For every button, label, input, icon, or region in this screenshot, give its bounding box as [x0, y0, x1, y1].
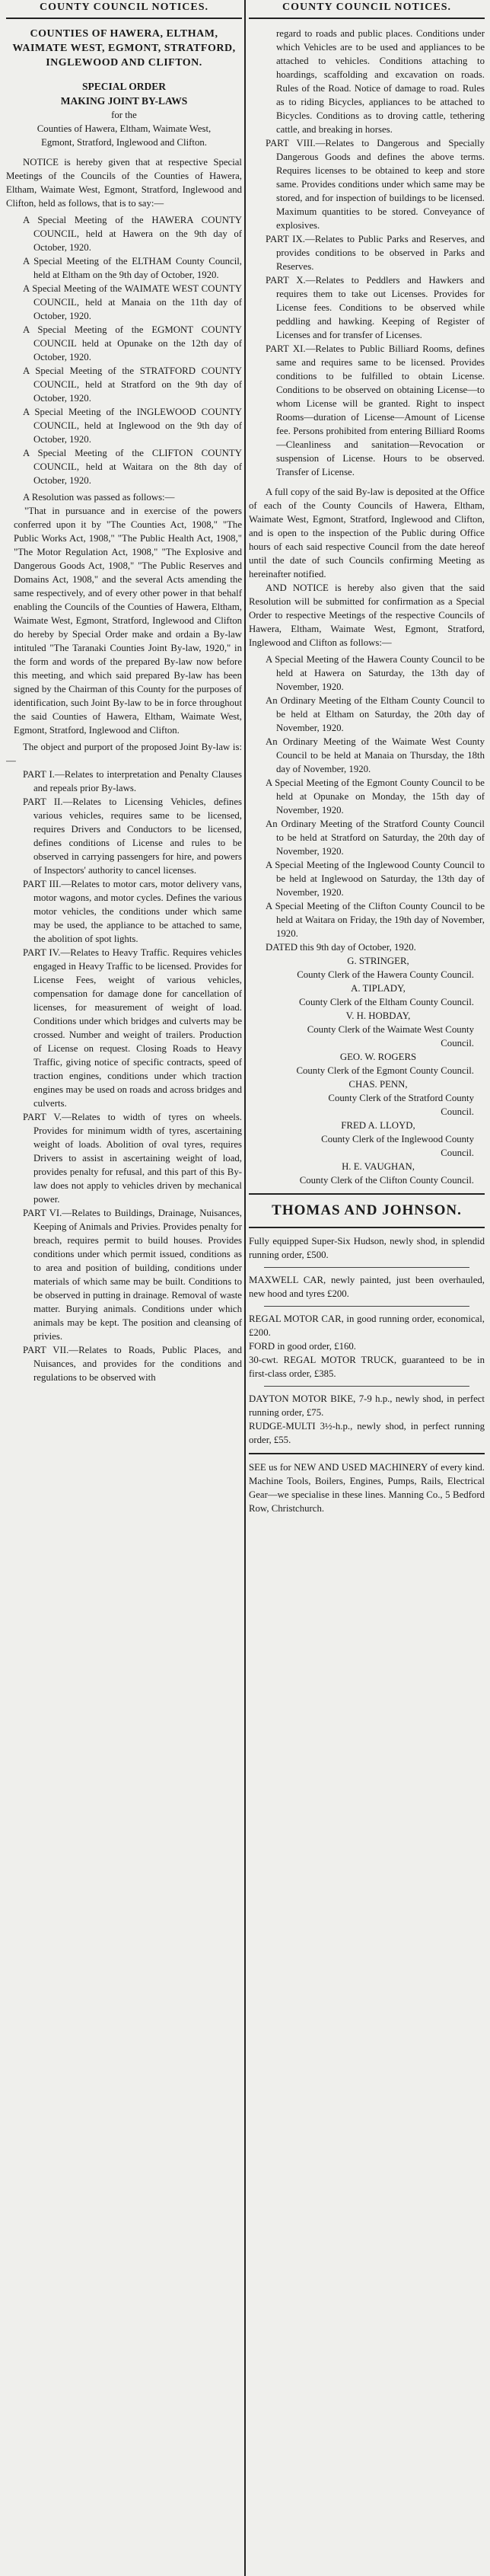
bylaw-part: PART VI.—Relates to Buildings, Drainage, Nuisances, Keeping of Animals and Privies. Provides penalty for breach, requires permit to build houses. Provides conditions under which permit issued, conditions as to area and position of building, conditions under materials of which same may be built. Conditions to be observed in putting in drainage. Removal of waste matter. Burying animals. Conditions under which animals may be kept. The position and cleansing of privies.	[23, 1208, 242, 1342]
signature-title: County Clerk of the Inglewood County Council.	[321, 1134, 474, 1158]
bylaw-part-continued: regard to roads and public places. Conditions under which Vehicles are to be used and appliances to be attached to vehicles. Conditions attaching to hoardings, scaffolding and excavation on roads. Rules of the Road. Notice of damage to road. Rules as to riding Bicycles, appliances to be attached to Bicycles. Conditions as to droving cattle, tethering cattle, and breaking in horses.	[276, 28, 485, 135]
ad-divider	[249, 1227, 485, 1228]
bylaw-part: PART VIII.—Relates to Dangerous and Specially Dangerous Goods and defines the above terms. Requires licenses to be obtained to keep and store same. Provides conditions under which same may be stored, and for inspection of buildings to be licensed. Maximum quantities to be stored. Conveyance of explosives.	[266, 138, 485, 231]
meeting-item: A Special Meeting of the STRATFORD COUNTY COUNCIL, held at Stratford on the 9th day of October, 1920.	[23, 365, 242, 404]
listing-divider	[264, 1267, 469, 1268]
signature-title: County Clerk of the Waimate West County Council.	[307, 1024, 474, 1049]
signature-title: County Clerk of the Clifton County Council.	[299, 1175, 474, 1186]
bylaw-part: PART XI.—Relates to Public Billiard Rooms, defines same and requires same to be licensed. Provides conditions to be fulfilled to obtain License. Conditions to be observed on obtaining License—to whom License will be granted. Right to inspect Rooms—duration of License—Amount of License fee. Persons prohibited from entering Billiard Rooms—Cleanliness and sanitation—Revocation or suspension of License. Hours to be observed. Transfer of License.	[266, 343, 485, 477]
ad-listing: Fully equipped Super-Six Hudson, newly shod, in splendid running order, £500.	[249, 1236, 485, 1260]
right-column	[249, 0, 485, 2576]
column-header: COUNTY COUNCIL NOTICES.	[249, 0, 485, 19]
ad-listing: 30-cwt. REGAL MOTOR TRUCK, guaranteed to be in first-class order, £385.	[249, 1355, 485, 1379]
for-the-text: for the	[111, 110, 137, 120]
signature-title: County Clerk of the Eltham County Council.	[299, 997, 474, 1007]
confirm-meeting-item: A Special Meeting of the Egmont County Council to be held at Opunake on Monday, the 15th day of November, 1920.	[266, 777, 485, 816]
bylaw-part: PART II.—Relates to Licensing Vehicles, defines various vehicles, requires same to be licensed, requires Drivers and Conductors to be licensed, defines conditions of License and rules to be observed in carrying passengers for hire, and powers of Inspectors' authority to cancel licenses.	[23, 796, 242, 876]
confirm-meeting-item: An Ordinary Meeting of the Waimate West County Council to be held at Manaia on Thursday, the 18th day of November, 1920.	[266, 736, 485, 774]
object-intro: The object and purport of the proposed Joint By-law is:—	[6, 742, 242, 766]
ad-divider	[249, 1453, 485, 1454]
meeting-item: A Special Meeting of the ELTHAM County Council, held at Eltham on the 9th day of October, 1920.	[23, 256, 242, 280]
meeting-item: A Special Meeting of the INGLEWOOD COUNTY COUNCIL, held at Inglewood on the 9th day of October, 1920.	[23, 407, 242, 445]
making-by-laws-title: MAKING JOINT BY-LAWS	[60, 95, 188, 107]
ad-listing: DAYTON MOTOR BIKE, 7-9 h.p., newly shod, in perfect running order, £75.	[249, 1393, 485, 1418]
meeting-item: A Special Meeting of the EGMONT COUNTY COUNCIL held at Opunake on the 12th day of October, 1920.	[23, 324, 242, 362]
confirmation-notice: AND NOTICE is hereby also given that the said Resolution will be submitted for confirmation as a Special Order to respective Meetings of the respective Councils of Hawera, Eltham, Waimate West, Egmont, Stratford, Inglewood and Clifton as follows:—	[249, 583, 485, 648]
counties-list: Counties of Hawera, Eltham, Waimate West, Egmont, Stratford, Inglewood and Clifton.	[37, 123, 212, 148]
signature-name: H. E. VAUGHAN,	[342, 1161, 415, 1172]
signature-title: County Clerk of the Stratford County Council.	[328, 1093, 474, 1117]
listing-divider	[264, 1386, 469, 1387]
column-header: COUNTY COUNCIL NOTICES.	[6, 0, 242, 19]
bylaw-part: PART VII.—Relates to Roads, Public Places, and Nuisances, and provides for the conditions and regulations to be observed with	[23, 1345, 242, 1383]
confirm-meeting-item: An Ordinary Meeting of the Stratford County Council to be held at Stratford on Saturday, the 20th day of November, 1920.	[266, 819, 485, 857]
ad-listing: RUDGE-MULTI 3½-h.p., newly shod, in perfect running order, £55.	[249, 1421, 485, 1445]
ad-listing: REGAL MOTOR CAR, in good running order, economical, £200.	[249, 1314, 485, 1338]
signature-name: GEO. W. ROGERS	[339, 1052, 417, 1062]
confirm-meeting-item: A Special Meeting of the Hawera County Council to be held at Hawera on Saturday, the 13th day of November, 1920.	[266, 654, 485, 692]
meeting-item: A Special Meeting of the HAWERA COUNTY COUNCIL, held at Hawera on the 9th day of October, 1920.	[23, 215, 242, 253]
meeting-item: A Special Meeting of the CLIFTON COUNTY COUNCIL, held at Waitara on the 8th day of October, 1920.	[23, 448, 242, 486]
meeting-item: A Special Meeting of the WAIMATE WEST COUNTY COUNCIL, held at Manaia on the 11th day of October, 1920.	[23, 283, 242, 321]
confirm-meeting-item: A Special Meeting of the Inglewood County Council to be held at Inglewood on Saturday, the 13th day of November, 1920.	[266, 860, 485, 898]
bylaw-part: PART I.—Relates to interpretation and Penalty Clauses and repeals prior By-laws.	[23, 769, 242, 793]
signature-title: County Clerk of the Hawera County Council.	[297, 969, 474, 980]
column-divider	[244, 0, 246, 2576]
counties-heading: COUNTIES OF HAWERA, ELTHAM, WAIMATE WEST, EGMONT, STRATFORD, INGLEWOOD AND CLIFTON.	[12, 28, 236, 69]
signature-title: County Clerk of the Egmont County Council.	[296, 1065, 474, 1076]
bylaw-part: PART X.—Relates to Peddlers and Hawkers and requires them to take out Licenses. Provides for License fees. Conditions to be observed while peddling and hawking. Keeping of Register of Licenses and for transfer of Licenses.	[266, 275, 485, 340]
notice-intro: NOTICE is hereby given that at respective Special Meetings of the Councils of the Counties of Hawera, Eltham, Waimate West, Egmont, Stratford, Inglewood and Clifton, held as follows, that is to say:—	[6, 157, 242, 209]
bylaw-part: PART V.—Relates to width of tyres on wheels. Provides for minimum width of tyres, ascertaining weight of loads. Abolition of oval tyres, requires Drivers to assist in ascertaining weight of load, provides penalty for refusal, and this part of this By-law does not apply to vehicles driven by mechanical power.	[23, 1112, 242, 1205]
confirm-meeting-item: An Ordinary Meeting of the Eltham County Council to be held at Eltham on Saturday, the 20th day of November, 1920.	[266, 695, 485, 733]
signature-name: G. STRINGER,	[347, 956, 409, 966]
signature-name: V. H. HOBDAY,	[345, 1010, 411, 1021]
left-column	[6, 0, 242, 2576]
bylaw-part: PART IV.—Relates to Heavy Traffic. Requires vehicles engaged in Heavy Traffic to be licensed. Provides for License Fees, weight of various vehicles, compensation for damage done for cancellation of licenses, for measurement of weight of load. Conditions under which bridges and culverts may be crossed. Number and weight of trailers. Production of License on request. Closing Roads to Heavy Traffic, giving notice of specific contracts, speed of traction engines, conditions under which traction engines may be used on roads and across bridges and culverts.	[23, 947, 242, 1109]
copy-deposit-paragraph: A full copy of the said By-law is deposited at the Office of each of the County Councils of Hawera, Eltham, Waimate West, Egmont, Stratford, Inglewood and Clifton, and is open to the inspection of the Public during Office hours of each said respective Council from the date hereof until the date of such Councils confirming Meeting as hereinafter notified.	[249, 487, 485, 579]
dated-line: DATED this 9th day of October, 1920.	[266, 942, 416, 953]
bylaw-part: PART III.—Relates to motor cars, motor delivery vans, motor wagons, and motor cycles. Defines the various motor vehicles, the conditions under which same may be used, the appliance to be attached to same, the abolition of spot lights.	[23, 879, 242, 944]
machinery-ad: SEE us for NEW AND USED MACHINERY of every kind. Machine Tools, Boilers, Engines, Pumps, Rails, Electrical Gear—we specialise in these lines. Manning Co., 5 Bedford Row, Christchurch.	[249, 1462, 485, 1514]
signature-name: A. TIPLADY,	[351, 983, 406, 994]
signature-name: FRED A. LLOYD,	[341, 1120, 415, 1131]
confirm-meeting-item: A Special Meeting of the Clifton County Council to be held at Waitara on Friday, the 19th day of November, 1920.	[266, 901, 485, 939]
resolution-intro: A Resolution was passed as follows:—	[23, 492, 175, 503]
ad-listing: FORD in good order, £160.	[249, 1341, 356, 1352]
ad-heading: THOMAS AND JOHNSON.	[272, 1202, 462, 1218]
special-order-title: SPECIAL ORDER	[82, 81, 166, 92]
listing-divider	[264, 1306, 469, 1307]
ad-divider	[249, 1193, 485, 1195]
ad-listing: MAXWELL CAR, newly painted, just been overhauled, new hood and tyres £200.	[249, 1275, 485, 1299]
resolution-text: "That in pursuance and in exercise of the powers conferred upon it by "The Counties Act, 1908," "The Public Works Act, 1908," "The Public Health Act, 1908," "The Motor Regulation Act, 1908," "The Explosive and Dangerous Goods Act, 1908," "The Public Reserves and Domains Act, 1908," and the several Acts amending the same respectively, and of every other power in that behalf enabling the Councils of the Counties of Hawera, Eltham, Waimate West, Egmont, Stratford, Inglewood and Clifton do hereby by Special Order make and ordain a By-law intituled "The Taranaki Counties Joint By-law, 1920," in the form and words of the prepared By-law now before this meeting, and which said prepared By-law has been signed by the Chairman of this County for the purposes of identification, such Joint By-law to be in force throughout the said Counties of Hawera, Eltham, Waimate West, Egmont, Stratford, Inglewood and Clifton.	[14, 506, 242, 736]
bylaw-part: PART IX.—Relates to Public Parks and Reserves, and provides conditions to be observed in Parks and Reserves.	[266, 234, 485, 272]
signature-name: CHAS. PENN,	[348, 1079, 408, 1090]
